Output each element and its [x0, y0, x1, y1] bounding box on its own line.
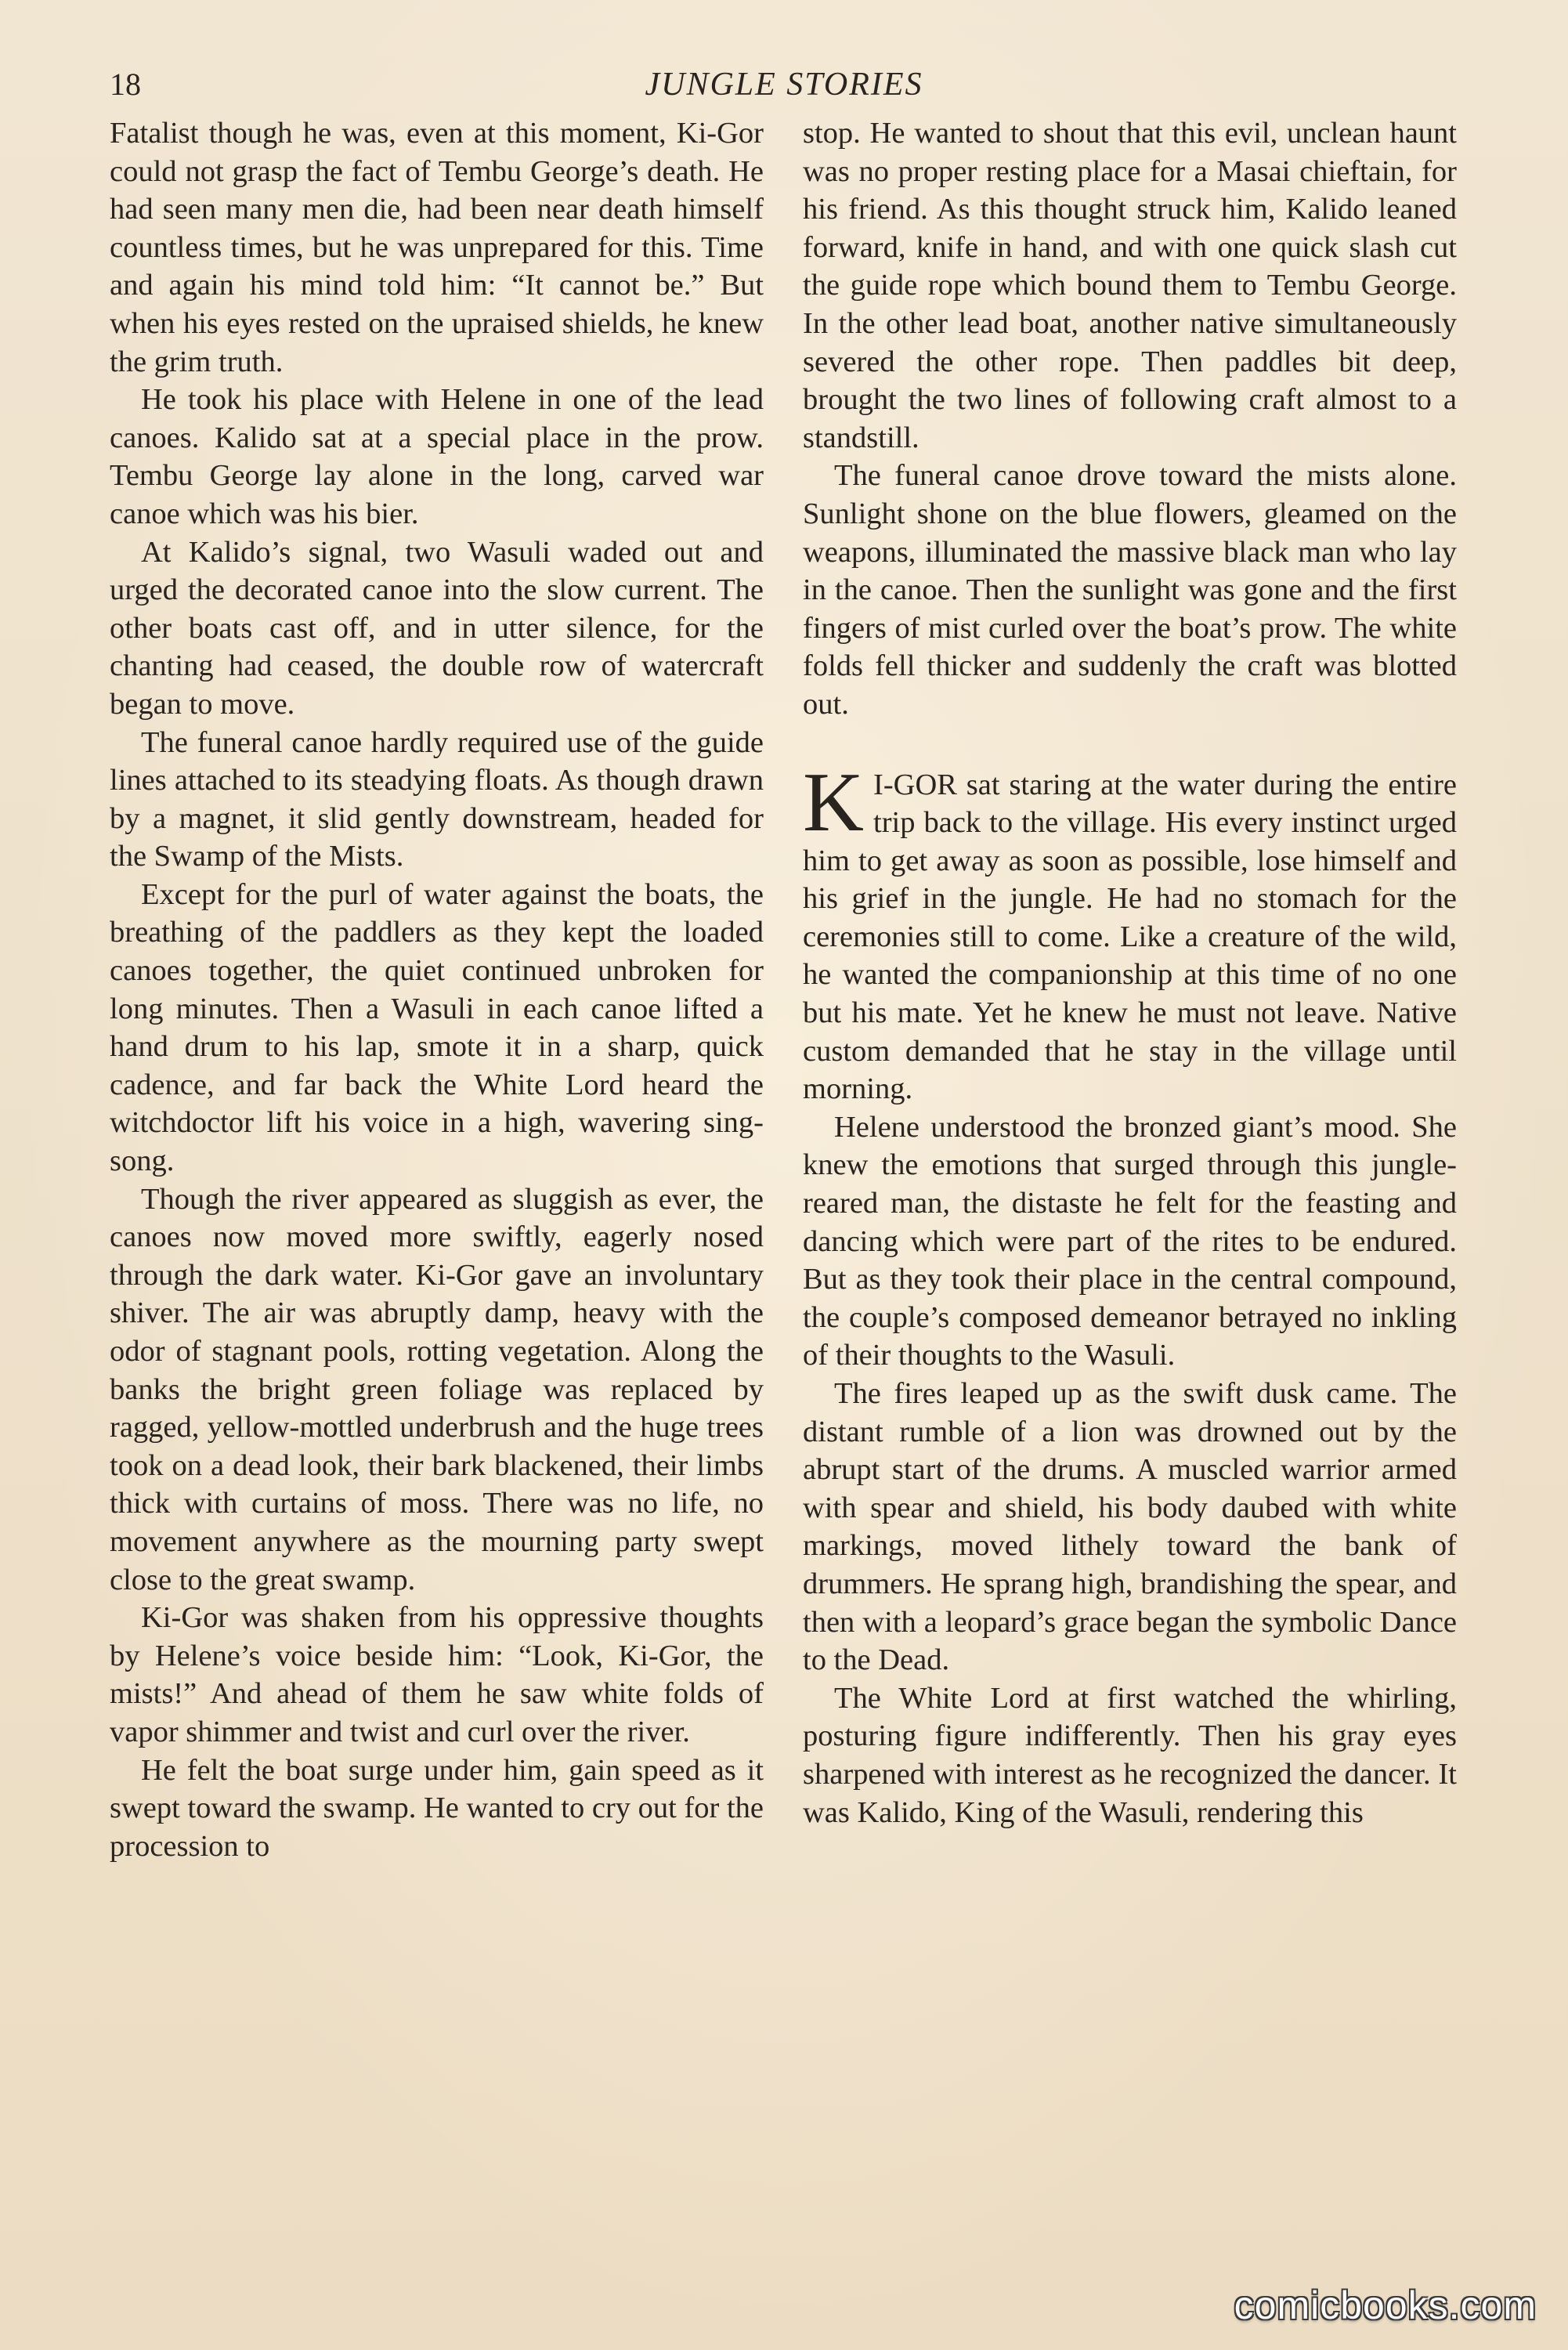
- section-break: [803, 724, 1457, 766]
- left-column: [110, 114, 764, 2229]
- paragraph: At Kalido’s signal, two Wasuli waded out and urged the decorated canoe into the slow current. The other boats cast off, and in utter silence, for the chanting had ceased, the double row of watercraft began to move.: [110, 535, 764, 721]
- right-column: [803, 114, 1457, 2229]
- drop-cap-letter: K: [803, 755, 864, 849]
- paragraph: Except for the purl of water against the boats, the breathing of the paddlers as they kept the loaded canoes together, the quiet continued unbroken for long minutes. Then a Wasuli in each canoe lifted a hand drum to his lap, smote it in a sharp, quick cadence, and far back the White Lord heard the witchdoctor lift his voice in a high, wavering sing-song.: [110, 877, 764, 1178]
- paragraph: He felt the boat surge under him, gain speed as it swept toward the swamp. He wanted to cry out for the procession to: [110, 1753, 764, 1863]
- paragraph: Fatalist though he was, even at this moment, Ki-Gor could not grasp the fact of Tembu George’s death. He had seen many men die, had been near death himself countless times, but he was unprepared for this. Time and again his mind told him: “It cannot be.” But when his eyes rested on the upraised shields, he knew the grim truth.: [110, 117, 764, 378]
- paragraph: Ki-Gor was shaken from his oppressive thoughts by Helene’s voice beside him: “Look, Ki-Gor, the mists!” And ahead of them he saw white folds of vapor shimmer and twist and curl over the river.: [110, 1601, 764, 1748]
- paragraph: Helene understood the bronzed giant’s mood. She knew the emotions that surged through this jungle-reared man, the distaste he felt for the feasting and dancing which were part of the rites to be endured. But as they took their place in the central compound, the couple’s composed demeanor betrayed no inkling of their thoughts to the Wasuli.: [803, 1110, 1457, 1372]
- paragraph: The fires leaped up as the swift dusk came. The distant rumble of a lion was drowned out by the abrupt start of the drums. A muscled warrior armed with spear and shield, his body daubed with white markings, moved lithely toward the bank of drummers. He sprang high, brandishing the spear, and then with a leopard’s grace began the symbolic Dance to the Dead.: [803, 1377, 1457, 1677]
- section-opening-paragraph: [803, 755, 1457, 1108]
- paragraph: Though the river appeared as sluggish as ever, the canoes now moved more swiftly, eagerly nosed through the dark water. Ki-Gor gave an involuntary shiver. The air was abruptly damp, heavy with the odor of stagnant pools, rotting vegetation. Along the banks the bright green foliage was replaced by ragged, yellow-mottled underbrush and the huge trees took on a dead look, their bark blackened, their limbs thick with curtains of moss. There was no life, no movement anywhere as the mourning party swept close to the great swamp.: [110, 1182, 764, 1596]
- running-title: JUNGLE STORIES: [645, 67, 923, 103]
- drop-cap-paragraph-text: I-GOR sat staring at the water during the entire trip back to the village. His every instinct urged him to get away as soon as possible, lose himself and his grief in the jungle. He had no stomach for the ceremonies still to come. Like a creature of the wild, he wanted the companionship at this time of no one but his mate. Yet he knew he must not leave. Native custom demanded that he stay in the village until morning.: [803, 768, 1457, 1106]
- paragraph: The White Lord at first watched the whirling, posturing figure indifferently. Then his gray eyes sharpened with interest as he recognized the dancer. It was Kalido, King of the Wasuli, rendering this: [803, 1681, 1457, 1829]
- paragraph: The funeral canoe hardly required use of the guide lines attached to its steadying floats. As though drawn by a magnet, it slid gently downstream, headed for the Swamp of the Mists.: [110, 725, 764, 873]
- paragraph: He took his place with Helene in one of the lead canoes. Kalido sat at a special place in the prow. Tembu George lay alone in the long, carved war canoe which was his bier.: [110, 383, 764, 530]
- text-columns: [110, 114, 1457, 2229]
- page-header: [110, 66, 1458, 121]
- paragraph: The funeral canoe drove toward the mists alone. Sunlight shone on the blue flowers, gleamed on the weapons, illuminated the massive black man who lay in the canoe. Then the sunlight was gone and the first fingers of mist curled over the boat’s prow. The white folds fell thicker and suddenly the craft was blotted out.: [803, 459, 1457, 721]
- page-number: 18: [110, 67, 141, 102]
- watermark-logo: comicbooks.com: [1234, 2283, 1537, 2327]
- paragraph: stop. He wanted to shout that this evil, unclean haunt was no proper resting place for a Masai chieftain, for his friend. As this thought struck him, Kalido leaned forward, knife in hand, and with one quick slash cut the guide rope which bound them to Tembu George. In the other lead boat, another native simultaneously severed the other rope. Then paddles bit deep, brought the two lines of following craft almost to a standstill.: [803, 117, 1457, 454]
